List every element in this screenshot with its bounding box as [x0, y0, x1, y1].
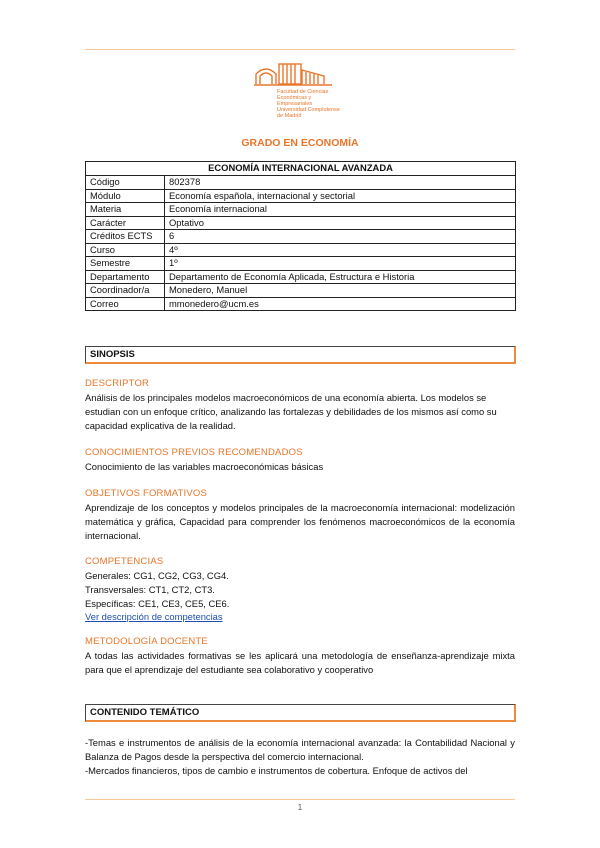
table-row: Créditos ECTS 6: [86, 230, 516, 244]
table-row: Departamento Departamento de Economía Aplicada, Estructura e Historia: [86, 270, 516, 284]
contenido-p2: -Mercados financieros, tipos de cambio e instrumentos de cobertura. Enfoque de activos del: [85, 765, 468, 776]
course-title: ECONOMÍA INTERNACIONAL AVANZADA: [86, 162, 516, 176]
objetivos-heading: OBJETIVOS FORMATIVOS: [85, 488, 208, 499]
contenido-p1: -Temas e instrumentos de análisis de la economía internacional avanzada: la Contabilidad Nacional y Balanza de Pagos desde la perspectiva del comercio internacional.: [85, 737, 515, 762]
footer-rule: [85, 799, 515, 800]
table-row: Correo mmonedero@ucm.es: [86, 297, 516, 311]
table-row: Materia Economía internacional: [86, 203, 516, 217]
conocimientos-heading: CONOCIMIENTOS PREVIOS RECOMENDADOS: [85, 447, 303, 458]
competencias-transversales: Transversales: CT1, CT2, CT3.: [85, 584, 215, 595]
competencias-generales: Generales: CG1, CG2, CG3, CG4.: [85, 570, 229, 581]
logo-caption: Facultad de Ciencias Económicas y Empresariales Universidad Complutense de Madrid: [277, 89, 340, 119]
table-row: Módulo Economía española, internacional y sectorial: [86, 189, 516, 203]
metodologia-text: A todas las actividades formativas se les aplicará una metodología de enseñanza-aprendizaje mixta para que el aprendizaje del estudiante sea colaborativo y cooperativo: [85, 650, 515, 675]
metodologia-heading: METODOLOGÍA DOCENTE: [85, 636, 208, 647]
table-row: Semestre 1º: [86, 257, 516, 271]
header-rule: [85, 49, 515, 50]
competencias-especificas: Específicas: CE1, CE3, CE5, CE6.: [85, 598, 230, 609]
descriptor-text: Análisis de los principales modelos macroeconómicos de una economía abierta. Los modelos se estudian con un enfoque crítico, analizando las fortalezas y debilidades de los mismos así como su capacidad explicativa de la realidad.: [85, 392, 497, 431]
competencias-heading: COMPETENCIAS: [85, 556, 164, 567]
section-contenido: CONTENIDO TEMÁTICO: [85, 704, 516, 722]
page-number: 1: [297, 803, 303, 812]
degree-title: GRADO EN ECONOMÍA: [241, 137, 359, 149]
table-row: Código 802378: [86, 176, 516, 190]
course-info-table: [85, 161, 516, 311]
objetivos-text: Aprendizaje de los conceptos y modelos principales de la macroeconomía internacional: modelización matemática y gráfica, Capacidad para comprender los fenómenos macroeconómicos de la economía internacional.: [85, 502, 515, 541]
table-row: Carácter Optativo: [86, 216, 516, 230]
table-row: Curso 4º: [86, 243, 516, 257]
competencias-link[interactable]: Ver descripción de competencias: [85, 611, 223, 622]
section-sinopsis: SINOPSIS: [85, 346, 516, 364]
conocimientos-text: Conocimiento de las variables macroeconómicas básicas: [85, 461, 324, 472]
descriptor-heading: DESCRIPTOR: [85, 378, 150, 389]
table-row: Coordinador/a Monedero, Manuel: [86, 284, 516, 298]
